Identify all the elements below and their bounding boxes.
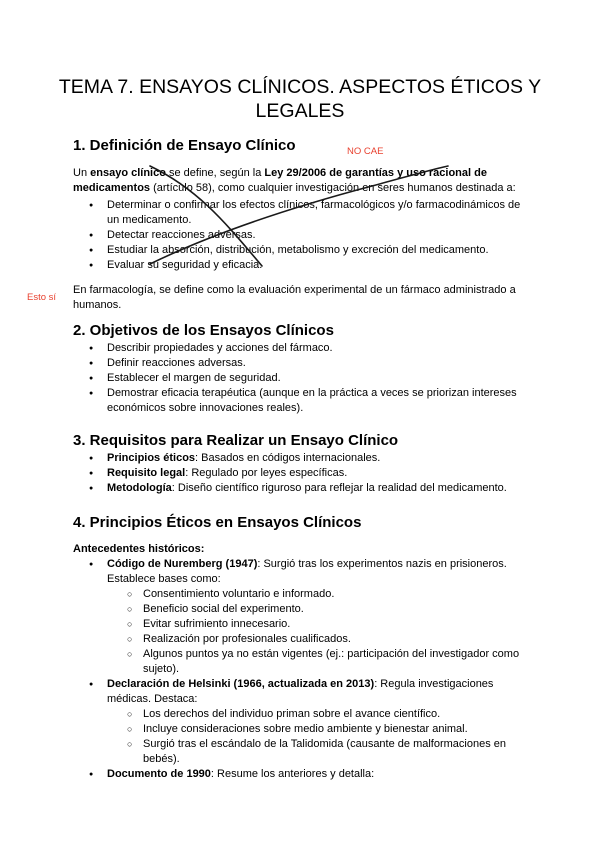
annotation-esto-si: Esto sí — [27, 292, 57, 303]
helsinki-label: Declaración de Helsinki (1966, actualizada en 2013) — [107, 678, 375, 690]
intro-bold-ley: Ley 29/2006 de garantías y uso racional de medicamentos — [73, 167, 487, 194]
requisito-label: Principios éticos — [107, 452, 196, 464]
sub-list-item: ○ Algunos puntos ya no están vigentes (ej.: participación del investigador como sujeto). — [107, 647, 533, 677]
requisito-text: : Diseño científico riguroso para reflejar la realidad del medicamento. — [171, 482, 507, 494]
antecedentes-heading: Antecedentes históricos: — [73, 543, 205, 555]
list-item: ● Describir propiedades y acciones del fármaco. — [73, 341, 533, 356]
list-item: ● Evaluar su seguridad y eficacia. — [73, 258, 533, 273]
sub-list-item: ○ Realización por profesionales cualificados. — [107, 632, 533, 647]
crossout-stroke-2 — [150, 166, 448, 264]
section-1-heading: 1. Definición de Ensayo Clínico — [73, 137, 296, 154]
list-item: ● Establecer el margen de seguridad. — [73, 371, 533, 386]
sub-list-item: ○ Surgió tras el escándalo de la Talidomida (causante de malformaciones en bebés). — [107, 737, 533, 767]
intro-text-3: (artículo 58), como cualquier investigación en seres humanos destinada a: — [150, 182, 516, 194]
list-item: ● Estudiar la absorción, distribución, metabolismo y excreción del medicamento. — [73, 243, 533, 258]
doc1990-label: Documento de 1990 — [107, 768, 211, 780]
section-4-heading: 4. Principios Éticos en Ensayos Clínicos — [73, 514, 362, 531]
nuremberg-text: : Surgió tras los experimentos nazis en prisioneros. Establece bases como: — [107, 558, 507, 585]
section-3-heading: 3. Requisitos para Realizar un Ensayo Clínico — [73, 432, 399, 449]
sub-list-item: ○ Beneficio social del experimento. — [107, 602, 533, 617]
section-2-heading: 2. Objetivos de los Ensayos Clínicos — [73, 322, 334, 339]
list-item: ● Detectar reacciones adversas. — [73, 228, 533, 243]
requisito-text: : Basados en códigos internacionales. — [195, 452, 381, 464]
list-item: ● Definir reacciones adversas. — [73, 356, 533, 371]
intro-text-2: se define, según la — [165, 167, 265, 179]
requisito-text: : Regulado por leyes específicas. — [185, 467, 348, 479]
page-title: TEMA 7. ENSAYOS CLÍNICOS. ASPECTOS ÉTICOS Y LEGALES — [58, 76, 542, 122]
intro-text-1: Un — [73, 167, 91, 179]
list-item: ● Determinar o confirmar los efectos clínicos, farmacológicos y/o farmacodinámicos de un medicamento. — [73, 198, 533, 228]
sub-list-item: ○ Evitar sufrimiento innecesario. — [107, 617, 533, 632]
intro-bold-ensayo: ensayo clínico — [90, 167, 166, 179]
requisito-label: Requisito legal — [107, 467, 186, 479]
crossout-stroke-1 — [150, 166, 265, 266]
requisito-label: Metodología — [107, 482, 172, 494]
nuremberg-label: Código de Nuremberg (1947) — [107, 558, 258, 570]
annotation-no-cae: NO CAE — [347, 146, 384, 157]
sub-list-item: ○ Los derechos del individuo priman sobre el avance científico. — [107, 707, 533, 722]
sub-list-item: ○ Consentimiento voluntario e informado. — [107, 587, 533, 602]
sub-list-item: ○ Incluye consideraciones sobre medio ambiente y bienestar animal. — [107, 722, 533, 737]
section-1-pharm-definition: En farmacología, se define como la evaluación experimental de un fármaco administrado a humanos. — [73, 284, 516, 311]
helsinki-text: : Regula investigaciones médicas. Destaca: — [107, 678, 494, 705]
doc1990-text: : Resume los anteriores y detalla: — [210, 768, 375, 780]
list-item: ● Demostrar eficacia terapéutica (aunque en la práctica a veces se priorizan intereses económicos sobre innovaciones reales). — [73, 386, 533, 416]
